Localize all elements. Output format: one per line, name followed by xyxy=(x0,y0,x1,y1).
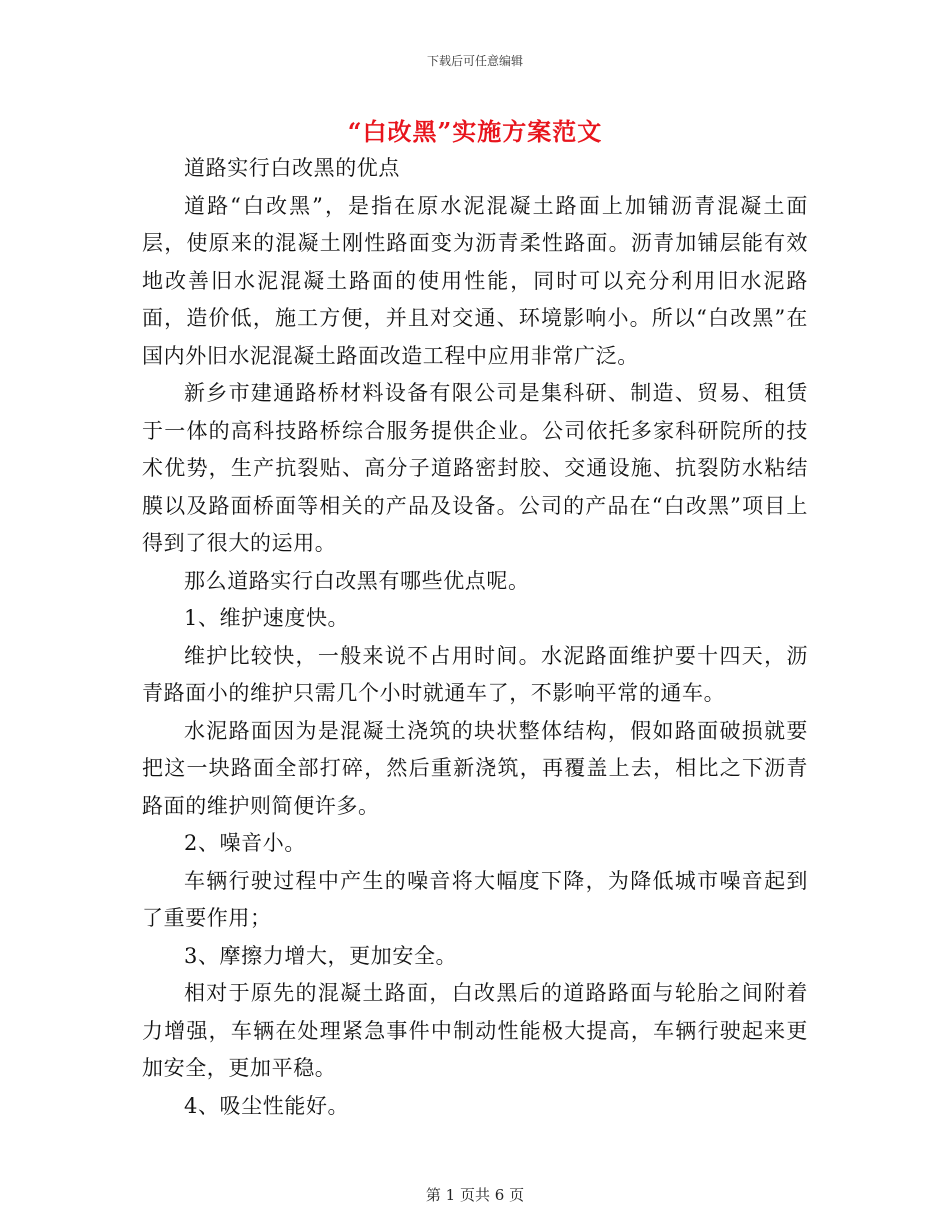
paragraph-subtitle: 道路实行白改黑的优点 xyxy=(184,156,400,180)
page-header: 下载后可任意编辑 xyxy=(426,54,523,68)
paragraph: 道路“白改黑”，是指在原水泥混凝土路面上加铺沥青混凝土面层，使原来的混凝土刚性路面变为沥青柔性路面。沥青加铺层能有效地改善旧水泥混凝土路面的使用性能，同时可以充分利用旧水泥路面，造价低，施工方便，并且对交通、环境影响小。所以“白改黑”在国内外旧水泥混凝土路面改造工程中应用非常广泛。 xyxy=(142,193,808,368)
page-number: 第 1 页共 6 页 xyxy=(425,1186,525,1204)
section-heading: 1、维护速度快。 xyxy=(184,606,350,630)
section-heading: 3、摩擦力增大，更加安全。 xyxy=(184,943,458,968)
document-body xyxy=(142,150,808,1125)
paragraph: 水泥路面因为是混凝土浇筑的块状整体结构，假如路面破损就要把这一块路面全部打碎，然后重新浇筑，再覆盖上去，相比之下沥青路面的维护则简便许多。 xyxy=(142,718,808,818)
paragraph: 车辆行驶过程中产生的噪音将大幅度下降，为降低城市噪音起到了重要作用； xyxy=(142,868,808,930)
section-heading: 4、吸尘性能好。 xyxy=(184,1093,350,1118)
paragraph: 新乡市建通路桥材料设备有限公司是集科研、制造、贸易、租赁于一体的高科技路桥综合服务提供企业。公司依托多家科研院所的技术优势，生产抗裂贴、高分子道路密封胶、交通设施、抗裂防水粘结膜以及路面桥面等相关的产品及设备。公司的产品在“白改黑”项目上得到了很大的运用。 xyxy=(142,381,808,555)
paragraph: 那么道路实行白改黑有哪些优点呢。 xyxy=(184,568,530,593)
paragraph: 相对于原先的混凝土路面，白改黑后的道路路面与轮胎之间附着力增强，车辆在处理紧急事件中制动性能极大提高，车辆行驶起来更加安全，更加平稳。 xyxy=(142,981,808,1080)
paragraph: 维护比较快，一般来说不占用时间。水泥路面维护要十四天，沥青路面小的维护只需几个小时就通车了，不影响平常的通车。 xyxy=(142,643,808,705)
document-title: “白改黑”实施方案范文 xyxy=(347,117,603,146)
section-heading: 2、噪音小。 xyxy=(184,831,306,855)
